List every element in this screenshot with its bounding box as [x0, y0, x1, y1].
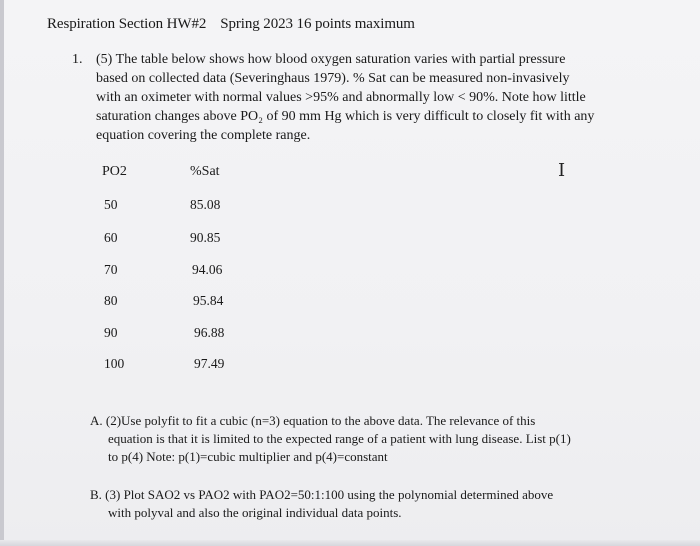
table-cell-sat: 94.06 [192, 262, 223, 277]
table-cell-po2: 100 [104, 356, 125, 371]
problem-1 [72, 50, 638, 145]
problem-line: (5) The table below shows how blood oxygen saturation varies with partial pressure [96, 52, 566, 67]
table-header-sat: %Sat [190, 164, 220, 179]
course-title: Respiration Section HW#2 [47, 16, 207, 32]
table-cell-sat: 97.49 [194, 356, 225, 371]
table-cell-sat: 85.08 [190, 197, 221, 212]
page-header [47, 16, 415, 33]
part-a-line: equation is that it is limited to the expected range of a patient with lung disease. List p(1) [108, 431, 571, 446]
page-left-edge [0, 0, 4, 546]
term-info: Spring 2023 16 points maximum [220, 16, 415, 32]
problem-line: equation covering the complete range. [96, 128, 311, 143]
table-cell-sat: 96.88 [194, 325, 225, 340]
table-cell-po2: 80 [104, 293, 118, 308]
table-cell-po2: 50 [104, 197, 118, 212]
part-b-line: B. (3) Plot SAO2 vs PAO2 with PAO2=50:1:100 using the polynomial determined above [90, 487, 554, 502]
problem-line: based on collected data (Severinghaus 1979). % Sat can be measured non-invasively [96, 71, 570, 86]
part-b [90, 486, 650, 522]
table-cell-sat: 90.85 [190, 230, 221, 245]
page-bottom-edge [0, 540, 700, 546]
part-a [90, 412, 650, 466]
table-cell-po2: 70 [104, 262, 118, 277]
part-a-line: A. (2)Use polyfit to fit a cubic (n=3) equation to the above data. The relevance of this [90, 413, 536, 428]
table-cell-po2: 90 [104, 325, 118, 340]
table-cell-po2: 60 [104, 230, 118, 245]
problem-line: saturation changes above PO₂ of 90 mm Hg which is very difficult to closely fit with any [96, 109, 595, 124]
table-header-po2: PO2 [102, 164, 127, 179]
table-cell-sat: 95.84 [193, 293, 224, 308]
part-a-line: to p(4) Note: p(1)=cubic multiplier and p(4)=constant [108, 449, 388, 464]
problem-1-text [78, 50, 638, 145]
problem-line: with an oximeter with normal values >95% and abnormally low < 90%. Note how little [96, 90, 586, 105]
problem-number: 1. [72, 52, 83, 67]
part-b-line: with polyval and also the original individual data points. [108, 505, 402, 520]
text-cursor-icon: I [558, 160, 566, 181]
